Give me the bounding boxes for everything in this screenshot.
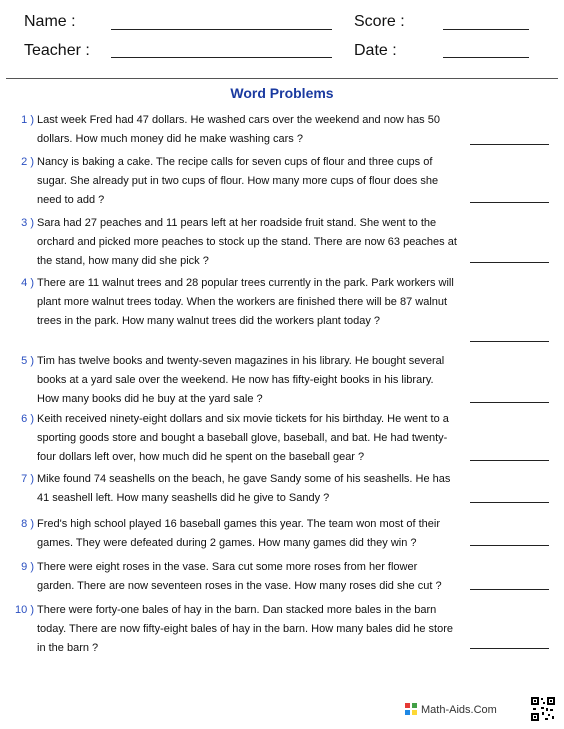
teacher-label: Teacher :	[24, 42, 90, 59]
answer-line[interactable]	[470, 402, 549, 403]
problem-text: Tim has twelve books and twenty-seven magazines in his library. He bought several books at a yard sale over the weekend. He now has fifty-eight books in his library. How many books did he buy at the yard sale ?	[37, 355, 445, 405]
answer-line[interactable]	[470, 341, 549, 342]
header-divider	[6, 78, 558, 79]
date-label: Date :	[354, 42, 397, 59]
problem-text: Last week Fred had 47 dollars. He washed cars over the weekend and now has 50 dollars. How much money did he make washing cars ?	[37, 114, 440, 145]
problem-text: There are 11 walnut trees and 28 popular trees currently in the park. Park workers will plant more walnut trees today. When the workers are finished there will be 87 walnut trees in the park. How many walnut trees did the workers plant today ?	[37, 277, 454, 327]
answer-line[interactable]	[470, 144, 549, 145]
problem-text: Nancy is baking a cake. The recipe calls for seven cups of flour and three cups of sugar. She already put in two cups of flour. How many more cups of flour does she need to add ?	[37, 156, 439, 206]
problem-number: 5 )	[21, 355, 34, 367]
problem-number: 7 )	[21, 473, 34, 485]
problem-number: 2 )	[21, 156, 34, 168]
problem-number: 9 )	[21, 561, 34, 573]
problem-text: There were forty-one bales of hay in the barn. Dan stacked more bales in the barn today. There are now fifty-eight bales of hay in the barn. How many bales did he store in the barn ?	[37, 604, 453, 654]
answer-line[interactable]	[470, 262, 549, 263]
math-aids-logo-icon	[405, 703, 417, 715]
name-field-line[interactable]	[111, 29, 332, 30]
footer-site	[421, 704, 497, 716]
answer-line[interactable]	[470, 460, 549, 461]
answer-line[interactable]	[470, 202, 549, 203]
answer-line[interactable]	[470, 502, 549, 503]
qr-code-icon	[530, 696, 556, 722]
answer-line[interactable]	[470, 648, 549, 649]
score-field-line[interactable]	[443, 29, 529, 30]
problem-text: Keith received ninety-eight dollars and six movie tickets for his birthday. He went to a sporting goods store and bought a baseball glove, baseball, and bat. He had twenty-four dollars left over, how much did he spent on the baseball gear ?	[37, 413, 449, 463]
problem-number: 3 )	[21, 217, 34, 229]
name-label: Name :	[24, 13, 76, 30]
problem-text: Fred's high school played 16 baseball games this year. The team won most of their games. They were defeated during 2 games. How many games did they win ?	[37, 518, 441, 549]
problem-text: Sara had 27 peaches and 11 pears left at her roadside fruit stand. She went to the orchard and picked more peaches to stock up the stand. There are now 63 peaches at the stand, how many did she pick ?	[37, 217, 457, 267]
score-label: Score :	[354, 13, 405, 30]
problem-text: There were eight roses in the vase. Sara cut some more roses from her flower garden. There are now seventeen roses in the vase. How many roses did she cut ?	[37, 561, 442, 592]
problem-number: 6 )	[21, 413, 34, 425]
answer-line[interactable]	[470, 589, 549, 590]
date-field-line[interactable]	[443, 57, 529, 58]
problem-number: 8 )	[21, 518, 34, 530]
problem-number: 10 )	[15, 604, 34, 616]
teacher-field-line[interactable]	[111, 57, 332, 58]
problem-number: 4 )	[21, 277, 34, 289]
page-title: Word Problems	[230, 85, 334, 101]
footer-site-label: Math-Aids.Com	[421, 704, 497, 716]
problem-text: Mike found 74 seashells on the beach, he gave Sandy some of his seashells. He has 41 seashell left. How many seashells did he give to Sandy ?	[37, 473, 451, 504]
answer-line[interactable]	[470, 545, 549, 546]
problem-number: 1 )	[21, 114, 34, 126]
